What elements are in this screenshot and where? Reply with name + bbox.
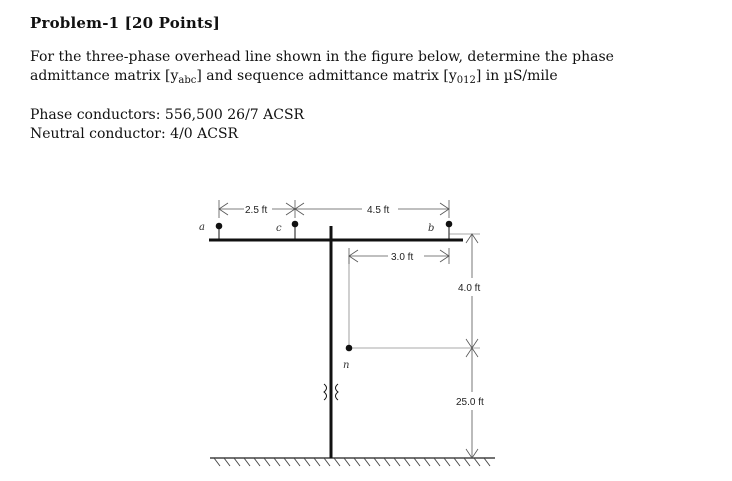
conductor-b — [446, 221, 453, 240]
label-n: n — [343, 360, 350, 371]
dim-label-25-0ft: 25.0 ft — [456, 397, 484, 408]
subscript-012: 012 — [456, 75, 476, 86]
dim-label-2-5ft: 2.5 ft — [245, 205, 268, 216]
conductor-a — [216, 223, 223, 240]
dim-label-4-5ft: 4.5 ft — [367, 205, 390, 216]
neutral-conductor-text: Neutral conductor: 4/0 ACSR — [30, 126, 239, 142]
ground-hatching — [214, 458, 490, 466]
conductor-c — [292, 221, 299, 240]
prompt-text-a: admittance matrix [y — [30, 68, 179, 84]
prompt-text-c: ] in µS/mile — [475, 68, 558, 84]
dimension-vertical — [352, 234, 480, 458]
subscript-abc: abc — [178, 75, 197, 86]
prompt-text-b: ] and sequence admittance matrix [y — [196, 68, 457, 84]
ground — [210, 458, 495, 466]
conductor-n — [346, 256, 353, 351]
dim-label-3-0ft: 3.0 ft — [391, 252, 414, 263]
dim-label-4-0ft: 4.0 ft — [458, 283, 481, 294]
label-a: a — [199, 222, 205, 233]
problem-title: Problem-1 [20 Points] — [30, 14, 221, 32]
label-c: c — [276, 223, 282, 234]
prompt-line-1: For the three-phase overhead line shown in the figure below, determine the phase — [30, 49, 614, 65]
label-b: b — [428, 223, 435, 234]
phase-conductors-text: Phase conductors: 556,500 26/7 ACSR — [30, 107, 305, 123]
